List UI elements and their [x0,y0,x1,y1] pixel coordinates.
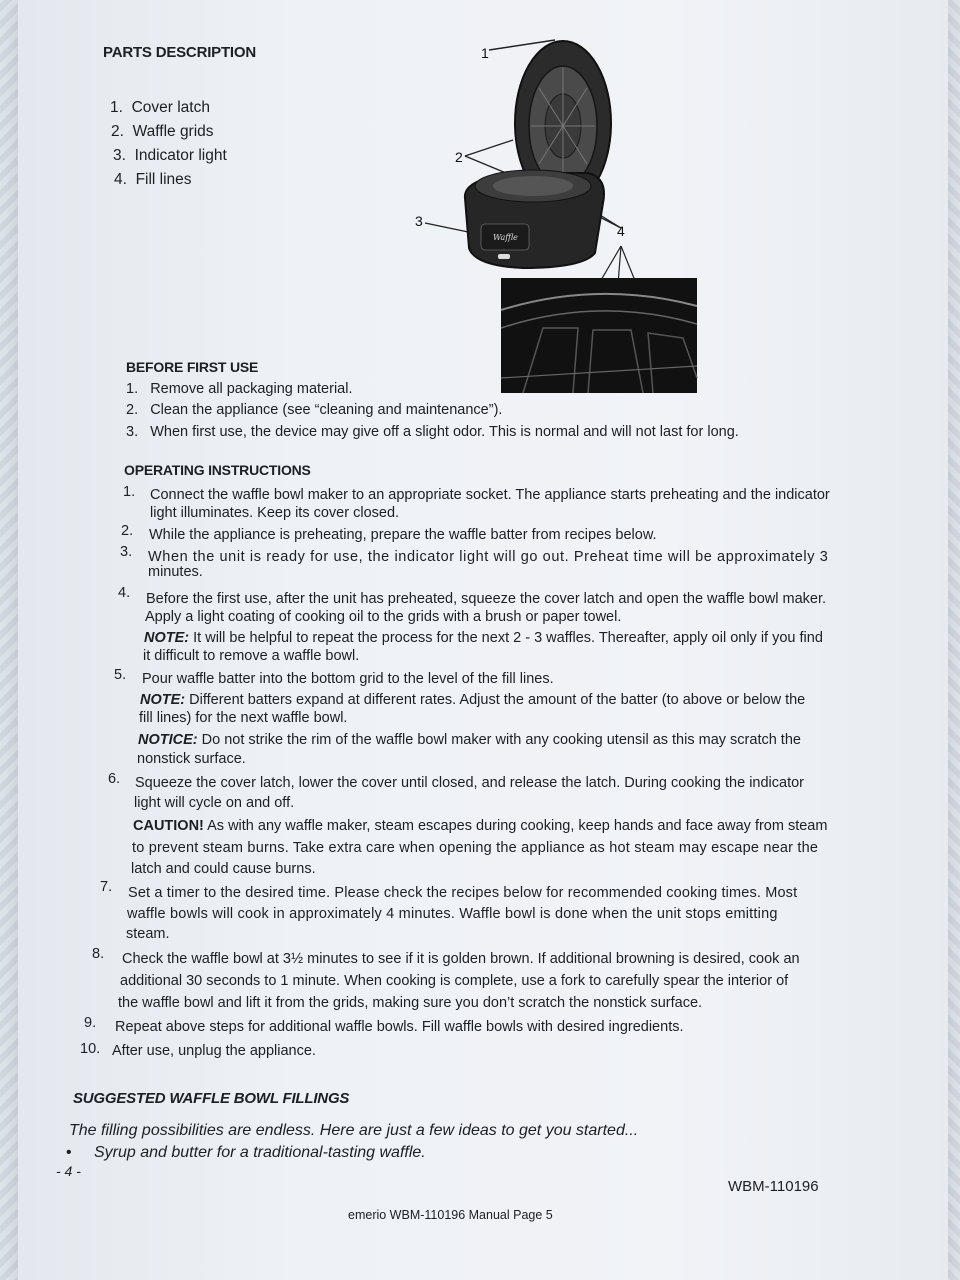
op-line: the waffle bowl and lift it from the grids, making sure you don’t scratch the nonstick surface. [118,995,703,1011]
op-line: Set a timer to the desired time. Please check the recipes below for recommended cooking times. Most [128,885,798,901]
fillings-item: Syrup and butter for a traditional-tasting waffle. [94,1144,426,1161]
callout-3: 3 [415,213,423,229]
op-line: Before the first use, after the unit has preheated, squeeze the cover latch and open the waffle bowl maker. [146,591,827,607]
op-line: While the appliance is preheating, prepare the waffle batter from recipes below. [149,527,657,543]
before-item-1: 1. Remove all packaging material. [126,381,353,397]
op-line: Connect the waffle bowl maker to an appropriate socket. The appliance starts preheating and the indicator [150,487,830,503]
op-line: nonstick surface. [137,751,246,767]
parts-item: 1. Cover latch [110,99,210,116]
parts-list [110,96,227,192]
op-line: light will cycle on and off. [134,795,295,811]
op-line: latch and could cause burns. [131,861,316,877]
callout-4: 4 [617,223,625,239]
op-line: When the unit is ready for use, the indicator light will go out. Preheat time will be approximately 3 [148,549,829,565]
op-num-1: 1. [123,484,136,500]
before-item-3: 3. When first use, the device may give off a slight odor. This is normal and will not last for long. [126,424,739,440]
model-number: WBM-110196 [728,1178,819,1195]
op-num-4: 4. [118,585,131,601]
op-line: to prevent steam burns. Take extra care when opening the appliance as hot steam may escape near the [132,840,819,856]
op-line: After use, unplug the appliance. [112,1043,316,1059]
op-num-2: 2. [121,523,134,539]
before-first-use-heading: BEFORE FIRST USE [126,359,259,375]
op-notice: NOTICE: Do not strike the rim of the waffle bowl maker with any cooking utensil as this may scratch the [138,732,801,748]
before-item-2: 2. Clean the appliance (see “cleaning and maintenance”). [126,402,503,418]
op-note: NOTE: It will be helpful to repeat the process for the next 2 - 3 waffles. Thereafter, apply oil only if you find [144,630,823,646]
parts-heading: PARTS DESCRIPTION [103,44,257,61]
callout-1: 1 [481,45,489,61]
device-brand-label: Waffle [493,233,518,242]
op-caution: CAUTION! As with any waffle maker, steam escapes during cooking, keep hands and face away from steam [133,818,828,834]
op-num-6: 6. [108,771,121,787]
op-line: it difficult to remove a waffle bowl. [143,648,360,664]
waffle-maker-illustration [403,28,703,398]
op-num-9: 9. [84,1015,97,1031]
fillings-heading: SUGGESTED WAFFLE BOWL FILLINGS [73,1090,350,1107]
op-line: Check the waffle bowl at 3½ minutes to see if it is golden brown. If additional browning is desired, cook an [122,951,800,967]
op-line: minutes. [148,564,203,580]
callout-2: 2 [455,149,463,165]
op-line: waffle bowls will cook in approximately 4 minutes. Waffle bowl is done when the unit stops emitting [127,906,778,922]
bullet-icon: • [66,1144,72,1161]
manual-page [18,0,948,1280]
op-num-3: 3. [120,544,133,560]
parts-item: 2. Waffle grids [111,123,214,140]
page-caption: emerio WBM-110196 Manual Page 5 [348,1208,553,1222]
op-line: Pour waffle batter into the bottom grid to the level of the fill lines. [142,671,554,687]
op-line: Repeat above steps for additional waffle bowls. Fill waffle bowls with desired ingredients. [115,1019,684,1035]
op-line: additional 30 seconds to 1 minute. When cooking is complete, use a fork to carefully spear the interior of [120,973,789,989]
op-num-8: 8. [92,946,105,962]
fillings-intro: The filling possibilities are endless. Here are just a few ideas to get you started... [69,1122,639,1139]
op-num-10: 10. [80,1041,101,1057]
op-line: light illuminates. Keep its cover closed. [150,505,400,521]
op-line: steam. [126,926,170,942]
op-line: Apply a light coating of cooking oil to the grids with a brush or paper towel. [145,609,622,625]
op-note: NOTE: Different batters expand at different rates. Adjust the amount of the batter (to above or below the [140,692,806,708]
page-number: - 4 - [56,1163,81,1179]
parts-item: 4. Fill lines [114,171,192,188]
op-line: Squeeze the cover latch, lower the cover until closed, and release the latch. During cooking the indicator [135,775,804,791]
parts-item: 3. Indicator light [113,147,227,164]
operating-heading: OPERATING INSTRUCTIONS [124,462,311,478]
op-num-5: 5. [114,667,127,683]
op-line: fill lines) for the next waffle bowl. [139,710,348,726]
op-num-7: 7. [100,879,113,895]
